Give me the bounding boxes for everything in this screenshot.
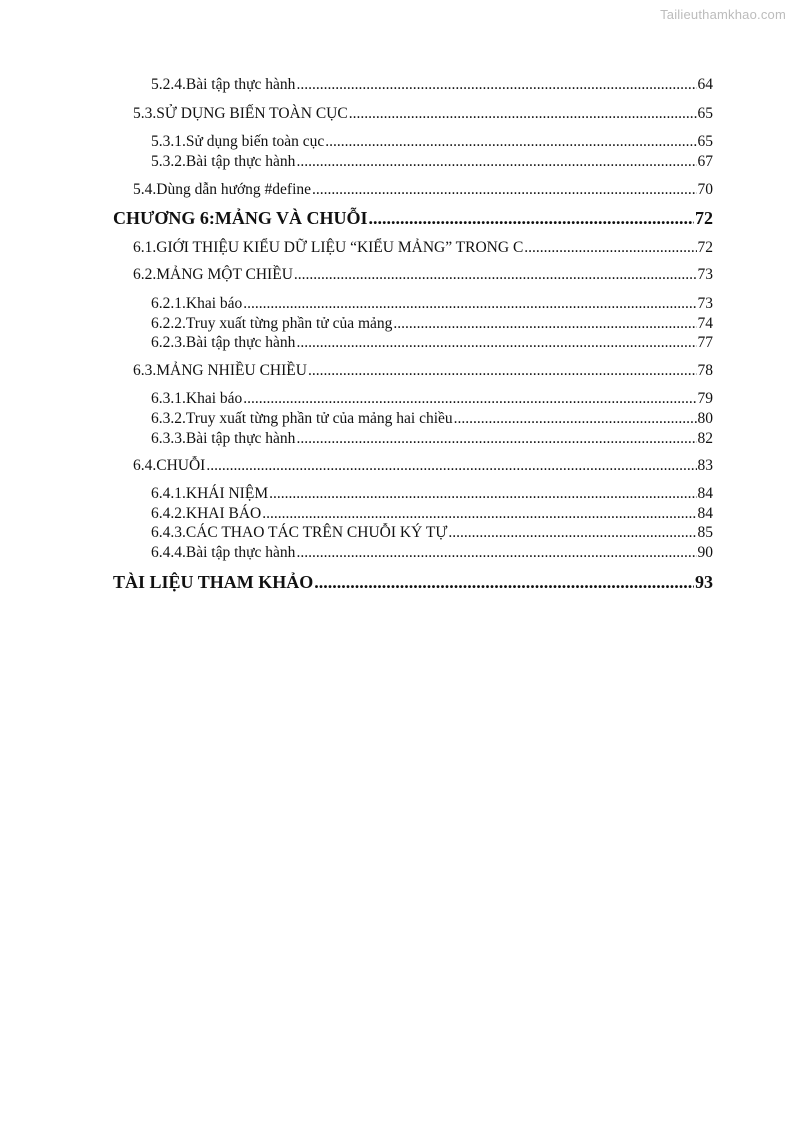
- toc-leader-dots: [349, 105, 697, 123]
- toc-entry[interactable]: [151, 410, 713, 428]
- toc-entry-number: 6.3.3.: [151, 430, 186, 447]
- toc-entry-title: Truy xuất từng phần tử của mảng: [185, 315, 393, 332]
- toc-entry-page: 65: [697, 133, 713, 150]
- toc-entry-page: 84: [697, 485, 713, 502]
- toc-entry-number: 5.4.: [133, 181, 157, 198]
- toc-entry-page: 79: [697, 390, 713, 407]
- toc-leader-dots: [206, 457, 696, 475]
- toc-entry-page: 65: [697, 105, 713, 122]
- toc-entry[interactable]: [151, 334, 713, 352]
- toc-leader-dots: [296, 76, 696, 94]
- toc-leader-dots: [454, 410, 697, 428]
- toc-entry-title: Bài tập thực hành: [185, 76, 296, 93]
- toc-entry-page: 70: [697, 181, 713, 198]
- toc-entry-number: 5.3.1.: [151, 133, 186, 150]
- toc-entry[interactable]: [133, 181, 713, 199]
- toc-entry-page: 82: [697, 430, 713, 447]
- toc-entry[interactable]: [133, 239, 713, 257]
- toc-entry-title: GIỚI THIỆU KIỂU DỮ LIỆU “KIỂU MẢNG” TRONG C: [156, 239, 524, 256]
- toc-entry-page: 77: [697, 334, 713, 351]
- toc-entry[interactable]: [151, 390, 713, 408]
- toc-entry-title: Truy xuất từng phần tử của mảng hai chiều: [185, 410, 453, 427]
- toc-chapter-entry[interactable]: [113, 572, 713, 593]
- toc-entry-page: 80: [697, 410, 713, 427]
- toc-entry[interactable]: [151, 485, 713, 503]
- toc-leader-dots: [243, 390, 696, 408]
- toc-leader-dots: [296, 544, 696, 562]
- toc-entry-page: 72: [697, 239, 713, 256]
- toc-leader-dots: [314, 572, 694, 593]
- toc-leader-dots: [448, 524, 696, 542]
- toc-entry-number: 6.4.4.: [151, 544, 186, 561]
- toc-leader-dots: [294, 266, 697, 284]
- toc-entry[interactable]: [151, 544, 713, 562]
- toc-entry-number: 6.2.: [133, 266, 157, 283]
- toc-entry-page: 84: [697, 505, 713, 522]
- toc-entry-title: Khai báo: [185, 295, 243, 312]
- toc-entry-number: 6.4.2.: [151, 505, 186, 522]
- toc-entry-number: 6.2.2.: [151, 315, 186, 332]
- toc-entry-number: 6.2.3.: [151, 334, 186, 351]
- toc-entry-title: Dùng dẫn hướng #define: [156, 181, 312, 198]
- toc-entry-page: 78: [697, 362, 713, 379]
- toc-entry[interactable]: [151, 315, 713, 333]
- toc-entry-number: 6.3.1.: [151, 390, 186, 407]
- toc-leader-dots: [524, 239, 696, 257]
- toc-entry[interactable]: [151, 295, 713, 313]
- toc-entry-title: MẢNG MỘT CHIỀU: [156, 266, 293, 283]
- toc-entry-number: 6.4.: [133, 457, 157, 474]
- toc-entry[interactable]: [151, 505, 713, 523]
- toc-leader-dots: [296, 430, 696, 448]
- toc-entry-page: 83: [697, 457, 713, 474]
- toc-entry-number: 5.3.: [133, 105, 157, 122]
- toc-entry-page: 67: [697, 153, 713, 170]
- toc-entry-title: Bài tập thực hành: [185, 153, 296, 170]
- toc-entry-page: 90: [697, 544, 713, 561]
- toc-entry-title: Bài tập thực hành: [185, 334, 296, 351]
- toc-entry-page: 93: [695, 572, 713, 592]
- toc-entry[interactable]: [151, 430, 713, 448]
- toc-leader-dots: [325, 133, 696, 151]
- toc-entry-number: 5.3.2.: [151, 153, 186, 170]
- toc-entry-title: SỬ DỤNG BIẾN TOÀN CỤC: [156, 105, 348, 122]
- watermark: Tailieuthamkhao.com: [660, 7, 786, 22]
- toc-leader-dots: [269, 485, 696, 503]
- toc-entry-number: 6.4.1.: [151, 485, 186, 502]
- toc-leader-dots: [262, 505, 696, 523]
- toc-entry-title: CHUỖI: [156, 457, 206, 474]
- toc-entry[interactable]: [151, 153, 713, 171]
- toc-chapter-number: CHƯƠNG 6:: [113, 208, 215, 228]
- toc-entry[interactable]: [133, 266, 713, 284]
- toc-entry-page: 64: [697, 76, 713, 93]
- toc-leader-dots: [296, 334, 696, 352]
- toc-entry-title: CÁC THAO TÁC TRÊN CHUỖI KÝ TỰ: [185, 524, 448, 541]
- toc-chapter-entry[interactable]: [113, 208, 713, 229]
- toc-entry-title: Bài tập thực hành: [185, 430, 296, 447]
- toc-entry-page: 73: [697, 266, 713, 283]
- toc-entry-title: Khai báo: [185, 390, 243, 407]
- toc-chapter-title: TÀI LIỆU THAM KHẢO: [113, 572, 314, 592]
- toc-entry-title: MẢNG NHIỀU CHIỀU: [156, 362, 307, 379]
- toc-entry-number: 6.3.: [133, 362, 157, 379]
- toc-entry-number: 5.2.4.: [151, 76, 186, 93]
- toc-leader-dots: [243, 295, 696, 313]
- toc-entry-page: 85: [697, 524, 713, 541]
- toc-entry-number: 6.1.: [133, 239, 157, 256]
- toc-entry-page: 74: [697, 315, 713, 332]
- toc-entry-number: 6.3.2.: [151, 410, 186, 427]
- toc-entry[interactable]: [133, 105, 713, 123]
- toc-entry-page: 73: [697, 295, 713, 312]
- toc-chapter-title: MẢNG VÀ CHUỖI: [214, 208, 368, 228]
- toc-entry-number: 6.2.1.: [151, 295, 186, 312]
- toc-entry-title: Bài tập thực hành: [185, 544, 296, 561]
- toc-leader-dots: [369, 208, 695, 229]
- toc-entry[interactable]: [133, 457, 713, 475]
- toc-leader-dots: [308, 362, 697, 380]
- toc-leader-dots: [296, 153, 696, 171]
- toc-entry-page: 72: [695, 208, 713, 228]
- toc-entry-title: KHAI BÁO: [185, 505, 262, 522]
- toc-entry[interactable]: [151, 133, 713, 151]
- toc-entry-number: 6.4.3.: [151, 524, 186, 541]
- toc-entry[interactable]: [151, 76, 713, 94]
- toc-entry-title: KHÁI NIỆM: [185, 485, 269, 502]
- toc-leader-dots: [312, 181, 696, 199]
- toc-entry[interactable]: [133, 362, 713, 380]
- toc-leader-dots: [393, 315, 696, 333]
- toc-entry-title: Sử dụng biến toàn cục: [185, 133, 325, 150]
- toc-entry[interactable]: [151, 524, 713, 542]
